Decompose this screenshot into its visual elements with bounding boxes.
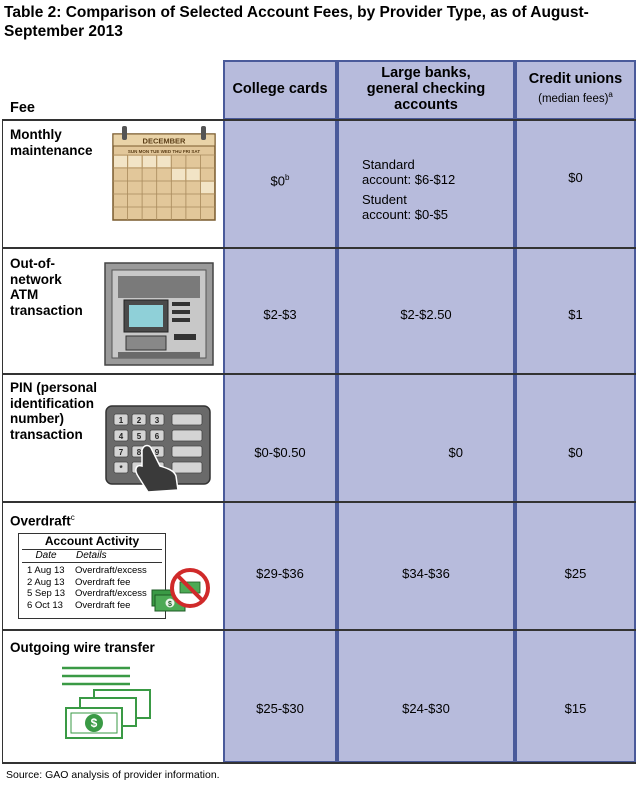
- atm-bank-fee: $2-$2.50: [400, 307, 452, 322]
- svg-text:$: $: [168, 601, 172, 608]
- entry-date: 1 Aug 13: [27, 565, 65, 576]
- details-column-header: Details: [76, 549, 107, 561]
- wire-bank-fee: $24-$30: [402, 701, 450, 716]
- activity-entry: [19, 577, 165, 589]
- credit-sub-text: (median fees): [538, 92, 609, 105]
- svg-text:4: 4: [118, 432, 124, 441]
- college-header: [225, 60, 335, 119]
- entry-details: Overdraft fee: [75, 576, 131, 588]
- entry-date: 5 Sep 13: [27, 588, 66, 599]
- keypad-icon: [104, 404, 212, 494]
- credit-header-sub: [538, 87, 613, 107]
- atm-label-line1: Out-of-: [10, 256, 55, 271]
- date-column-header: Date: [35, 549, 57, 561]
- svg-text:6: 6: [154, 432, 160, 441]
- atm-label-line2: network: [10, 271, 62, 287]
- svg-text:3: 3: [154, 416, 160, 425]
- bank-student-line1: Student: [362, 192, 407, 207]
- monthly-credit-fee: $0: [568, 170, 583, 185]
- entry-date: 6 Oct 13: [27, 599, 63, 611]
- table-bottom-border: [2, 762, 636, 764]
- monthly-label-line2: maintenance: [10, 142, 93, 158]
- header-divider: [2, 119, 636, 121]
- overdraft-credit-fee: $25: [564, 566, 587, 581]
- row-divider: [2, 247, 636, 249]
- bank-student-line2: account: $0-$5: [362, 207, 449, 222]
- calendar-icon: [110, 124, 218, 222]
- footnote-c: c: [70, 513, 75, 522]
- fee-label-overdraft: [10, 510, 75, 529]
- row-divider: [2, 629, 636, 631]
- no-money-icon: [150, 566, 212, 616]
- fee-label-wire: Outgoing wire transfer: [10, 640, 155, 655]
- bank-standard-line1: Standard: [362, 157, 415, 172]
- pin-bank-fee: $0: [448, 445, 463, 460]
- monthly-college-value: $0: [270, 173, 285, 189]
- svg-text:9: 9: [154, 448, 160, 457]
- calendar-month: DECEMBER: [142, 136, 186, 146]
- atm-icon: [104, 262, 214, 366]
- svg-text:1: 1: [118, 416, 124, 425]
- college-column: [223, 60, 337, 763]
- pin-label-line1: PIN (personal: [10, 380, 98, 395]
- svg-text:8: 8: [136, 448, 142, 457]
- footnote-b: b: [285, 173, 290, 182]
- svg-text:*: *: [119, 464, 123, 473]
- svg-text:5: 5: [136, 432, 142, 441]
- monthly-bank-fee: [362, 157, 455, 222]
- banks-header-line2: general checking: [366, 81, 486, 97]
- pin-college-fee: $0-$0.50: [254, 445, 306, 460]
- overdraft-label-text: Overdraft: [10, 513, 71, 529]
- fee-header: Fee: [10, 100, 35, 116]
- bank-standard-line2: account: $6-$12: [362, 172, 456, 187]
- pin-label-line4: transaction: [10, 426, 83, 442]
- wire-credit-fee: $15: [564, 701, 587, 716]
- svg-text:2: 2: [136, 416, 142, 425]
- college-header-text: College cards: [232, 81, 328, 97]
- pin-label-line2: identification: [10, 395, 94, 411]
- entry-date: 2 Aug 13: [27, 576, 65, 588]
- account-activity-columns: [22, 549, 162, 562]
- entry-details: Overdraft fee: [75, 599, 131, 611]
- svg-text:7: 7: [118, 448, 124, 457]
- pin-credit-fee: $0: [568, 445, 583, 460]
- account-activity-statement: [18, 533, 166, 619]
- overdraft-bank-fee: $34-$36: [402, 566, 450, 581]
- activity-entry: [19, 600, 165, 612]
- entry-details: Overdraft/excess: [75, 565, 147, 576]
- credit-header: [517, 60, 634, 119]
- pin-label-line3: number): [10, 411, 64, 426]
- atm-label-line4: transaction: [10, 302, 83, 318]
- banks-header-line1: Large banks,: [381, 65, 471, 81]
- wire-college-fee: $25-$30: [256, 701, 304, 716]
- atm-label-line3: ATM: [10, 287, 39, 302]
- credit-unions-column: [515, 60, 636, 763]
- banks-header: [339, 60, 513, 119]
- credit-header-text: Credit unions: [528, 71, 623, 88]
- monthly-college-fee: [225, 170, 335, 188]
- atm-college-fee: $2-$3: [263, 307, 297, 322]
- table-title: Table 2: Comparison of Selected Account Fees, by Provider Type, as of August-September 2013: [4, 4, 589, 40]
- activity-entry: [19, 565, 165, 577]
- table-left-border: [2, 119, 3, 763]
- atm-credit-fee: $1: [568, 307, 583, 322]
- fee-label-atm: [10, 256, 83, 318]
- svg-text:$: $: [90, 716, 98, 730]
- row-divider: [2, 373, 636, 375]
- row-divider: [2, 501, 636, 503]
- credit-footnote-a: a: [608, 90, 613, 100]
- fee-label-pin: [10, 380, 97, 442]
- monthly-label-line1: Monthly: [10, 127, 62, 142]
- account-activity-title: Account Activity: [44, 534, 140, 548]
- source-note: Source: GAO analysis of provider information.: [6, 769, 220, 781]
- banks-header-line3: accounts: [394, 97, 458, 113]
- fee-label-monthly: [10, 127, 93, 158]
- overdraft-college-fee: $29-$36: [256, 566, 304, 581]
- calendar-days: SUN MON TUE WED THU FRI SAT: [127, 149, 201, 154]
- wire-transfer-money-icon: [56, 664, 160, 746]
- activity-entry: [19, 588, 165, 600]
- entry-details: Overdraft/excess: [75, 588, 147, 599]
